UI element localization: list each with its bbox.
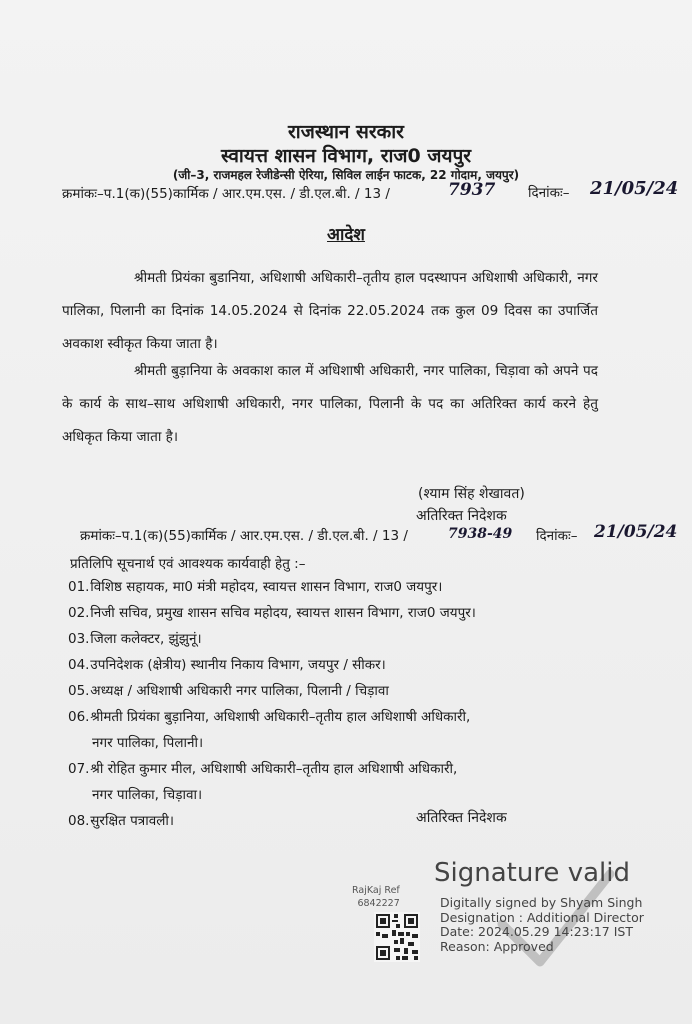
order-title: आदेश [327,225,365,245]
list-item-text: उपनिदेशक (क्षेत्रीय) स्थानीय निकाय विभाग, जयपुर / सीकर। [90,657,386,673]
list-item-text: श्रीमती प्रियंका बुड़ानिया, अधिशाषी अधिकारी–तृतीय हाल अधिशाषी अधिकारी, [90,709,471,725]
signatory-designation: अतिरिक्त निदेशक [416,508,507,524]
list-item-number: 02. [68,605,90,621]
list-item [68,678,608,704]
signatory-name: (श्याम सिंह शेखावत) [418,486,525,502]
signature-valid-text: Signature valid [434,858,630,888]
list-item-number: 08. [68,813,90,829]
list-item [68,808,608,834]
list-item [68,652,608,678]
list-item-number: 03. [68,631,90,647]
list-item [68,600,608,626]
list-item-number: 07. [68,761,90,777]
order-paragraph-1: श्रीमती प्रियंका बुडानिया, अधिशाषी अधिकारी–तृतीय हाल पदस्थापन अधिशाषी अधिकारी, नगर पालिका, पिलानी का दिनांक 14.05.2024 से दिनांक 22.05.2024 तक कुल 09 दिवस का उपार्जित अवकाश स्वीकृत किया जाता है। [62,270,598,352]
list-item-number: 01. [68,579,90,595]
digital-signature-details: Digitally signed by Shyam Singh Designation : Additional Director Date: 2024.05.29 14:23:17 IST Reason: Approved [440,895,644,954]
copy-date-label: दिनांकः– [536,528,578,544]
list-item-continuation: नगर पालिका, पिलानी। [92,735,204,751]
list-item-text: अध्यक्ष / अधिशाषी अधिकारी नगर पालिका, पिलानी / चिड़ावा [90,683,389,699]
handwritten-copy-number: 7938-49 [448,526,513,542]
handwritten-dispatch-number: 7937 [448,180,496,200]
list-item-number: 04. [68,657,90,673]
qr-code-icon [374,912,420,962]
date-label: दिनांकः– [528,185,570,201]
handwritten-date: 21/05/24 [590,178,679,199]
list-item-number: 05. [68,683,90,699]
list-item-text: विशिष्ठ सहायक, मा0 मंत्री महोदय, स्वायत्त शासन विभाग, राज0 जयपुर। [90,579,443,595]
list-item-text: श्री रोहित कुमार मील, अधिशाषी अधिकारी–तृतीय हाल अधिशाषी अधिकारी, [90,761,458,777]
rajkaj-label: RajKaj Ref [352,885,400,896]
list-item [68,574,608,600]
reference-number-line: क्रमांकः–प.1(क)(55)कार्मिक / आर.एम.एस. / डी.एल.बी. / 13 / [62,186,390,202]
copy-heading: प्रतिलिपि सूचनार्थ एवं आवश्यक कार्यवाही हेतु :– [70,556,306,572]
sign-off-designation: अतिरिक्त निदेशक [416,810,507,826]
list-item-number: 06. [68,709,90,725]
copy-reference-line: क्रमांकः–प.1(क)(55)कार्मिक / आर.एम.एस. / डी.एल.बी. / 13 / [80,528,408,544]
copy-recipient-list [68,574,608,834]
order-paragraph-2: श्रीमती बुड़ानिया के अवकाश काल में अधिशाषी अधिकारी, नगर पालिका, चिड़ावा को अपने पद के कार्य के साथ–साथ अधिशाषी अधिकारी, नगर पालिका, पिलानी के पद का अतिरिक्त कार्य करने हेतु अधिकृत किया जाता है। [62,363,598,445]
department-heading: स्वायत्त शासन विभाग, राज0 जयपुर [220,145,472,167]
department-address: (जी–3, राजमहल रेजीडेन्सी ऐरिया, सिविल लाईन फाटक, 22 गोदाम, जयपुर) [172,168,520,182]
list-item-continuation: नगर पालिका, चिड़ावा। [92,787,203,803]
rajkaj-reference [352,884,400,910]
list-item [68,626,608,652]
list-item-text: सुरक्षित पत्रावली। [90,813,174,829]
list-item-text: निजी सचिव, प्रमुख शासन सचिव महोदय, स्वायत्त शासन विभाग, राज0 जयपुर। [90,605,476,621]
government-heading: राजस्थान सरकार [288,121,404,143]
list-item [68,704,608,756]
list-item-text: जिला कलेक्टर, झुंझुनूं। [90,631,202,647]
handwritten-copy-date: 21/05/24 [594,522,678,542]
list-item [68,756,608,808]
rajkaj-number: 6842227 [357,898,400,909]
